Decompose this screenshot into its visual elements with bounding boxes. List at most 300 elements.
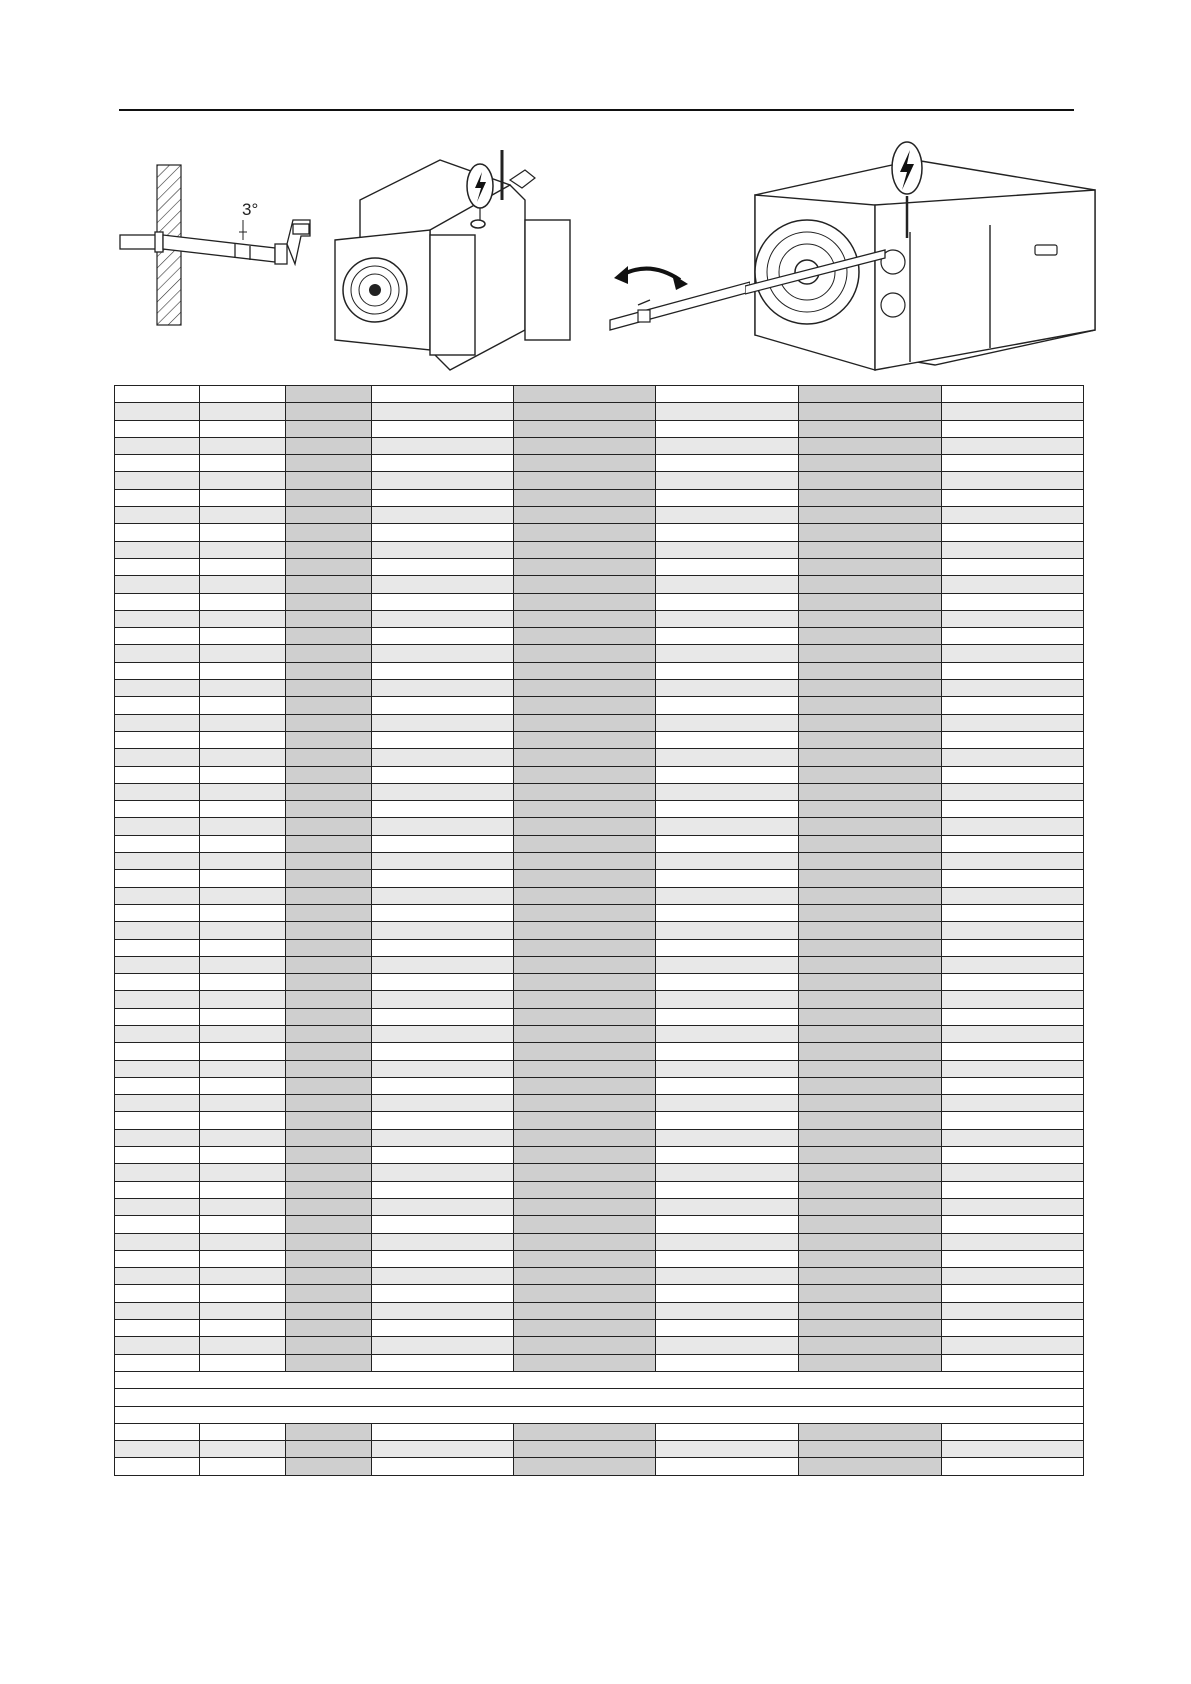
table-cell: [942, 801, 1084, 818]
table-cell: [942, 714, 1084, 731]
table-cell: [115, 783, 200, 800]
table-cell: [942, 1233, 1084, 1250]
table-cell: [200, 455, 286, 472]
table-cell: [286, 1337, 372, 1354]
table-cell: [286, 887, 372, 904]
table-cell: [799, 783, 942, 800]
table-cell: [514, 1008, 656, 1025]
table-row: [115, 1164, 1084, 1181]
table-cell: [514, 1112, 656, 1129]
table-cell: [656, 956, 799, 973]
table-cell: [942, 680, 1084, 697]
table-cell: [200, 1147, 286, 1164]
table-cell: [372, 1458, 514, 1475]
table-cell: [115, 731, 200, 748]
table-cell: [115, 1285, 200, 1302]
table-cell: [200, 1008, 286, 1025]
table-cell: [799, 455, 942, 472]
table-span-row: [115, 1389, 1084, 1406]
table-cell: [799, 1095, 942, 1112]
table-cell: [115, 1268, 200, 1285]
table-cell: [286, 1458, 372, 1475]
table-cell: [514, 956, 656, 973]
table-cell: [286, 1354, 372, 1371]
table-cell: [656, 507, 799, 524]
table-cell: [115, 818, 200, 835]
table-cell: [799, 974, 942, 991]
table-cell: [372, 974, 514, 991]
table-row: [115, 1181, 1084, 1198]
table-cell: [942, 939, 1084, 956]
table-row: [115, 1008, 1084, 1025]
table-cell: [115, 610, 200, 627]
table-cell: [286, 835, 372, 852]
table-cell: [656, 403, 799, 420]
table-cell: [514, 437, 656, 454]
table-cell: [115, 1025, 200, 1042]
table-cell: [200, 1441, 286, 1458]
table-cell: [942, 403, 1084, 420]
table-cell: [942, 1025, 1084, 1042]
table-cell: [115, 645, 200, 662]
table-cell: [942, 489, 1084, 506]
table-cell: [286, 956, 372, 973]
table-row: [115, 749, 1084, 766]
table-cell: [115, 1181, 200, 1198]
table-cell: [799, 939, 942, 956]
table-cell: [115, 870, 200, 887]
table-row: [115, 1320, 1084, 1337]
table-cell: [200, 766, 286, 783]
table-cell: [514, 628, 656, 645]
table-cell: [372, 628, 514, 645]
table-cell: [514, 853, 656, 870]
table-row: [115, 472, 1084, 489]
table-row: [115, 576, 1084, 593]
table-cell: [942, 818, 1084, 835]
table-cell: [372, 420, 514, 437]
table-cell: [799, 731, 942, 748]
table-cell: [286, 1250, 372, 1267]
flue-pipe-illustration: [115, 140, 315, 380]
table-cell: [942, 922, 1084, 939]
table-cell: [656, 1198, 799, 1215]
table-row: [115, 610, 1084, 627]
table-cell: [799, 558, 942, 575]
table-cell: [514, 507, 656, 524]
table-cell: [372, 1164, 514, 1181]
table-cell: [799, 749, 942, 766]
table-cell: [286, 1095, 372, 1112]
table-row: [115, 1250, 1084, 1267]
table-cell: [200, 991, 286, 1008]
table-cell: [942, 697, 1084, 714]
table-row: [115, 1129, 1084, 1146]
table-cell: [656, 1147, 799, 1164]
table-cell: [115, 697, 200, 714]
table-cell: [514, 1095, 656, 1112]
table-cell: [286, 1008, 372, 1025]
table-cell: [372, 558, 514, 575]
table-cell: [372, 783, 514, 800]
table-cell: [286, 680, 372, 697]
table-cell: [115, 1147, 200, 1164]
table-cell: [372, 437, 514, 454]
table-cell: [656, 593, 799, 610]
table-cell: [514, 749, 656, 766]
table-cell: [799, 420, 942, 437]
heater-cabinet-illustration: [330, 140, 595, 380]
table-cell: [286, 1147, 372, 1164]
table-cell: [656, 870, 799, 887]
table-cell: [799, 1268, 942, 1285]
table-row: [115, 1025, 1084, 1042]
table-cell: [514, 645, 656, 662]
table-cell: [514, 835, 656, 852]
table-cell: [799, 593, 942, 610]
table-cell: [514, 1250, 656, 1267]
table-cell: [372, 403, 514, 420]
table-cell: [286, 1112, 372, 1129]
table-cell: [115, 386, 200, 403]
table-row: [115, 766, 1084, 783]
table-cell: [799, 489, 942, 506]
table-cell: [200, 524, 286, 541]
table-row: [115, 403, 1084, 420]
table-cell: [372, 1008, 514, 1025]
table-cell: [115, 766, 200, 783]
table-row: [115, 922, 1084, 939]
table-cell: [115, 904, 200, 921]
table-cell: [799, 680, 942, 697]
table-cell: [942, 870, 1084, 887]
table-cell: [942, 1147, 1084, 1164]
table-cell: [200, 628, 286, 645]
table-cell: [656, 1423, 799, 1440]
table-cell: [200, 801, 286, 818]
table-cell: [286, 524, 372, 541]
table-cell: [656, 801, 799, 818]
table-row: [115, 455, 1084, 472]
table-cell: [115, 662, 200, 679]
table-cell: [656, 1181, 799, 1198]
table-row: [115, 680, 1084, 697]
table-cell: [799, 576, 942, 593]
table-cell: [514, 1233, 656, 1250]
table-cell: [200, 1250, 286, 1267]
table-cell: [799, 507, 942, 524]
table-cell: [514, 991, 656, 1008]
table-span-cell: [115, 1371, 1084, 1388]
table-cell: [514, 904, 656, 921]
table-cell: [514, 1423, 656, 1440]
table-cell: [942, 991, 1084, 1008]
table-cell: [514, 386, 656, 403]
table-cell: [656, 1129, 799, 1146]
table-cell: [514, 420, 656, 437]
table-row: [115, 507, 1084, 524]
table-cell: [514, 887, 656, 904]
table-row: [115, 1233, 1084, 1250]
table-cell: [372, 1268, 514, 1285]
table-cell: [372, 1129, 514, 1146]
table-cell: [372, 1025, 514, 1042]
table-cell: [514, 714, 656, 731]
table-cell: [656, 524, 799, 541]
table-cell: [115, 403, 200, 420]
table-cell: [372, 1147, 514, 1164]
table-row: [115, 1285, 1084, 1302]
table-cell: [514, 1043, 656, 1060]
table-cell: [200, 403, 286, 420]
table-cell: [372, 939, 514, 956]
table-cell: [656, 1233, 799, 1250]
table-cell: [656, 991, 799, 1008]
table-cell: [942, 1285, 1084, 1302]
table-cell: [514, 1354, 656, 1371]
table-cell: [799, 1008, 942, 1025]
table-cell: [200, 1216, 286, 1233]
table-cell: [286, 697, 372, 714]
table-cell: [514, 1025, 656, 1042]
table-cell: [372, 991, 514, 1008]
table-cell: [286, 922, 372, 939]
table-row: [115, 783, 1084, 800]
table-cell: [942, 1095, 1084, 1112]
table-cell: [200, 1095, 286, 1112]
table-cell: [656, 576, 799, 593]
table-cell: [514, 766, 656, 783]
table-row: [115, 1060, 1084, 1077]
table-cell: [656, 714, 799, 731]
table-cell: [286, 1129, 372, 1146]
table-cell: [942, 593, 1084, 610]
table-cell: [514, 593, 656, 610]
table-cell: [656, 437, 799, 454]
table-cell: [286, 783, 372, 800]
table-cell: [115, 472, 200, 489]
table-cell: [115, 1337, 200, 1354]
table-cell: [514, 558, 656, 575]
table-cell: [200, 1285, 286, 1302]
table-cell: [799, 853, 942, 870]
table-cell: [514, 1458, 656, 1475]
table-cell: [286, 662, 372, 679]
table-cell: [115, 1302, 200, 1319]
angle-label: 3°: [242, 200, 259, 219]
data-table: [114, 385, 1084, 1476]
table-cell: [115, 628, 200, 645]
table-cell: [942, 1043, 1084, 1060]
table-cell: [656, 558, 799, 575]
table-cell: [942, 386, 1084, 403]
table-cell: [115, 1216, 200, 1233]
table-cell: [200, 1354, 286, 1371]
table-cell: [200, 887, 286, 904]
table-cell: [942, 1423, 1084, 1440]
table-cell: [656, 887, 799, 904]
table-cell: [286, 437, 372, 454]
table-cell: [942, 766, 1084, 783]
table-row: [115, 974, 1084, 991]
table-cell: [115, 939, 200, 956]
table-cell: [372, 576, 514, 593]
table-cell: [656, 455, 799, 472]
table-cell: [656, 1458, 799, 1475]
table-cell: [514, 455, 656, 472]
table-cell: [799, 697, 942, 714]
table-cell: [514, 524, 656, 541]
table-cell: [286, 1164, 372, 1181]
table-cell: [372, 1423, 514, 1440]
table-cell: [372, 1043, 514, 1060]
table-cell: [799, 1233, 942, 1250]
table-cell: [942, 1354, 1084, 1371]
table-cell: [514, 731, 656, 748]
table-cell: [656, 818, 799, 835]
table-cell: [286, 1285, 372, 1302]
table-cell: [656, 974, 799, 991]
table-cell: [799, 1025, 942, 1042]
table-cell: [514, 610, 656, 627]
table-cell: [514, 1181, 656, 1198]
table-cell: [286, 766, 372, 783]
table-cell: [286, 714, 372, 731]
table-cell: [115, 1043, 200, 1060]
table-cell: [372, 541, 514, 558]
table-row: [115, 1095, 1084, 1112]
table-cell: [942, 1164, 1084, 1181]
table-cell: [656, 922, 799, 939]
table-cell: [514, 472, 656, 489]
table-cell: [799, 818, 942, 835]
header-rule: [119, 109, 1074, 111]
table-cell: [942, 1129, 1084, 1146]
table-cell: [656, 472, 799, 489]
table-cell: [799, 870, 942, 887]
table-cell: [200, 939, 286, 956]
table-cell: [286, 1423, 372, 1440]
table-cell: [286, 455, 372, 472]
table-cell: [514, 1060, 656, 1077]
table-cell: [656, 1441, 799, 1458]
table-cell: [200, 714, 286, 731]
table-cell: [372, 766, 514, 783]
table-cell: [372, 1060, 514, 1077]
table-cell: [514, 697, 656, 714]
table-cell: [799, 904, 942, 921]
table-cell: [286, 610, 372, 627]
table-cell: [115, 922, 200, 939]
table-cell: [115, 1250, 200, 1267]
table-cell: [799, 956, 942, 973]
table-cell: [115, 420, 200, 437]
table-cell: [799, 1216, 942, 1233]
table-cell: [115, 956, 200, 973]
table-row: [115, 714, 1084, 731]
table-cell: [656, 386, 799, 403]
table-cell: [286, 386, 372, 403]
table-cell: [799, 541, 942, 558]
table-cell: [115, 974, 200, 991]
table-row: [115, 697, 1084, 714]
table-cell: [656, 1216, 799, 1233]
table-cell: [286, 1025, 372, 1042]
table-cell: [799, 386, 942, 403]
heater-unit-illustration: [745, 140, 1110, 380]
table-row: [115, 1043, 1084, 1060]
table-row: [115, 1112, 1084, 1129]
table-cell: [656, 1008, 799, 1025]
table-cell: [286, 870, 372, 887]
table-cell: [656, 610, 799, 627]
table-cell: [115, 1233, 200, 1250]
table-cell: [372, 1216, 514, 1233]
table-cell: [286, 1181, 372, 1198]
table-cell: [372, 610, 514, 627]
table-cell: [200, 1129, 286, 1146]
table-cell: [799, 766, 942, 783]
table-cell: [799, 1354, 942, 1371]
table-cell: [799, 524, 942, 541]
table-row: [115, 1077, 1084, 1094]
table-cell: [656, 1060, 799, 1077]
table-row: [115, 386, 1084, 403]
table-cell: [200, 1112, 286, 1129]
table-cell: [942, 645, 1084, 662]
table-cell: [799, 887, 942, 904]
table-cell: [514, 974, 656, 991]
table-row: [115, 420, 1084, 437]
table-cell: [799, 1043, 942, 1060]
table-row: [115, 1268, 1084, 1285]
table-span-row: [115, 1406, 1084, 1423]
table-cell: [656, 1025, 799, 1042]
table-cell: [514, 1147, 656, 1164]
table-cell: [942, 1008, 1084, 1025]
table-cell: [200, 853, 286, 870]
table-cell: [514, 1198, 656, 1215]
table-cell: [942, 1250, 1084, 1267]
table-cell: [942, 1441, 1084, 1458]
table-row: [115, 818, 1084, 835]
table-cell: [514, 939, 656, 956]
table-cell: [514, 1268, 656, 1285]
table-cell: [799, 1458, 942, 1475]
table-cell: [200, 386, 286, 403]
table-cell: [200, 1337, 286, 1354]
table-cell: [115, 1423, 200, 1440]
table-row: [115, 1216, 1084, 1233]
table-cell: [372, 1095, 514, 1112]
table-cell: [286, 558, 372, 575]
table-cell: [372, 1320, 514, 1337]
table-row: [115, 1147, 1084, 1164]
table-cell: [372, 1302, 514, 1319]
table-cell: [115, 558, 200, 575]
table-cell: [799, 610, 942, 627]
table-cell: [656, 1285, 799, 1302]
table-cell: [514, 541, 656, 558]
table-cell: [200, 1164, 286, 1181]
table-cell: [372, 386, 514, 403]
table-cell: [200, 731, 286, 748]
table-cell: [799, 801, 942, 818]
table-cell: [514, 783, 656, 800]
table-cell: [200, 507, 286, 524]
table-cell: [200, 922, 286, 939]
table-cell: [286, 1233, 372, 1250]
